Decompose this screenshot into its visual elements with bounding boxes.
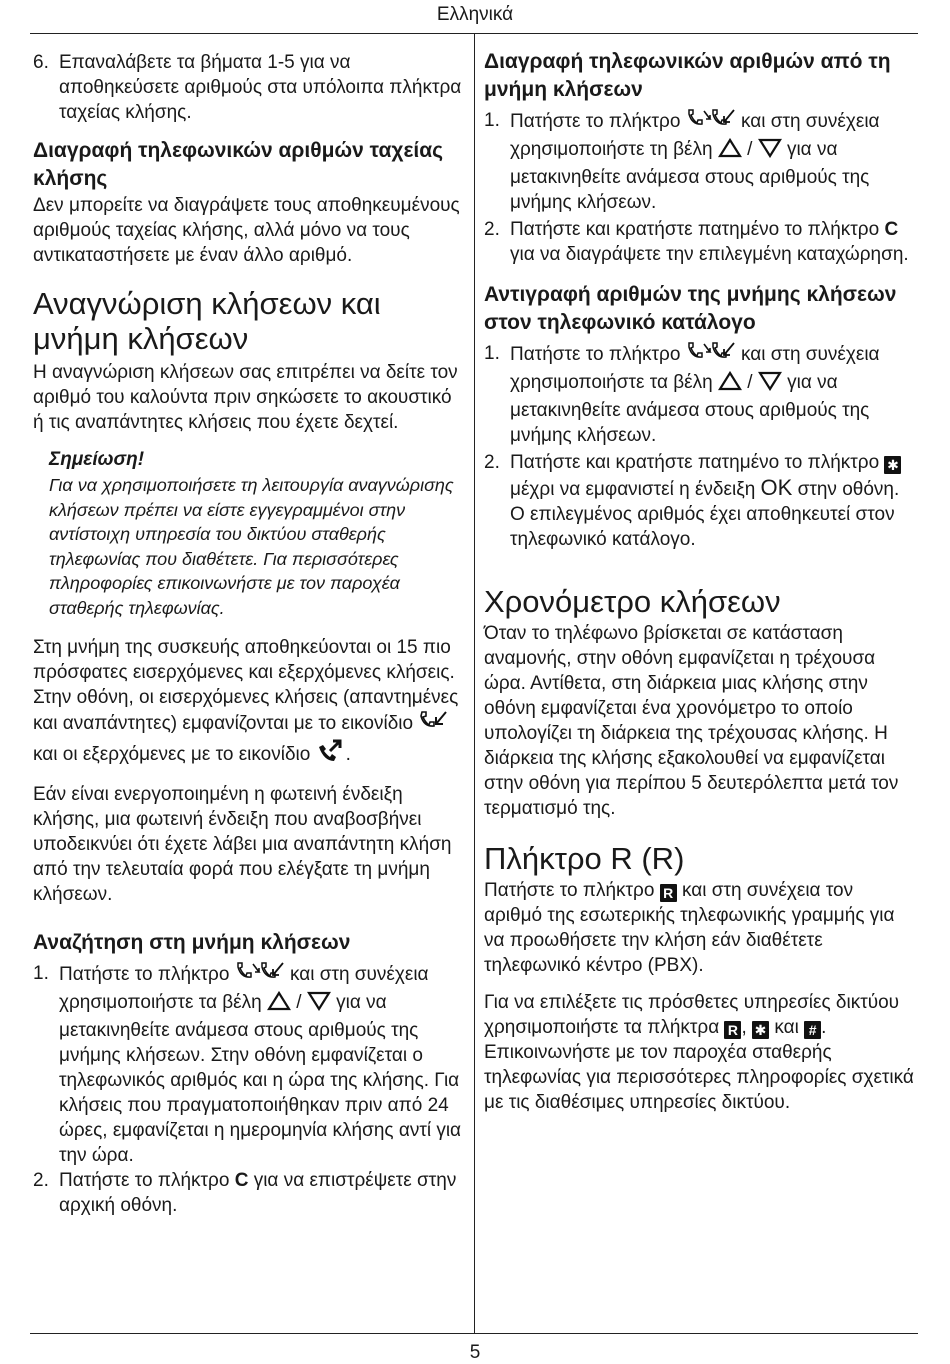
step-text-b: και στη συνέχεια χρησιμοποιήστε τα βέλη (59, 963, 429, 1013)
r-key-icon: R (724, 1021, 741, 1039)
paragraph-missed-call-light: Εάν είναι ενεργοποιημένη η φωτεινή ένδειξη κλήσης, μια φωτεινή ένδειξη που αναβοσβήνει υποδεικνύει ότι έχετε λάβει μια αναπάντητη κλήση από την τελευταία φορά που ελέγξατε τη μνήμη κλήσεων. (33, 783, 452, 905)
star-key-icon: ✱ (884, 456, 901, 474)
arrow-up-icon (718, 138, 742, 165)
call-memory-key-icon (235, 961, 285, 990)
incoming-call-icon (418, 710, 448, 739)
r-text-a: Πατήστε το πλήκτρο (484, 880, 655, 901)
step-text-b: για να επιστρέψετε στην αρχική οθόνη. (59, 1169, 457, 1216)
delete-step-1 (484, 108, 916, 215)
right-column (484, 46, 916, 1115)
step-6 (33, 50, 467, 125)
step-number: 2. (484, 219, 500, 240)
search-step-1 (33, 961, 467, 1168)
services-text-a: Για να επιλέξετε τις πρόσθετες υπηρεσίες δικτύου χρησιμοποιήστε τα πλήκτρα (484, 992, 900, 1038)
footer-rule (30, 1333, 918, 1334)
star-key-icon: ✱ (752, 1021, 769, 1039)
section-title-delete-speed-dial: Διαγραφή τηλεφωνικών αριθμών ταχείας κλήσης (33, 139, 444, 190)
section-title-delete-memory: Διαγραφή τηλεφωνικών αριθμών από τη μνήμη κλήσεων (484, 50, 891, 101)
arrow-down-icon (758, 138, 782, 165)
step-text: Πατήστε το πλήκτρο και στη συνέχεια χρησιμοποιήστε τη βέλη / για να μετακινηθείτε ανάμεσα στους αριθμούς της μνήμης κλήσεων. (510, 108, 916, 215)
call-memory-key-icon (686, 108, 736, 137)
step-text-a: Πατήστε το πλήκτρο (59, 963, 230, 985)
step-text-c: για να μετακινηθείτε ανάμεσα στους αριθμούς της μνήμης κλήσεων. Στην οθόνη εμφανίζεται ο τηλεφωνικός αριθμός και η ώρα της κλήσης. Για κλήσεις που πραγματοποιήθηκαν πριν από 24 ώρες, εμφανίζεται η ημερομηνία κλήσης αντί για την ώρα. (59, 991, 462, 1166)
call-memory-text-a: Στη μνήμη της συσκευής αποθηκεύονται οι 15 πιο πρόσφατες εισερχόμενες και εξερχόμενες κλήσεις. Στην οθόνη, οι εισερχόμενες κλήσεις (απαντημένες και αναπάντητες) εμφανίζονται με το εικονίδιο (33, 636, 459, 734)
r-key-icon: R (660, 884, 677, 902)
arrow-up-icon (718, 371, 742, 398)
arrow-down-icon (307, 991, 331, 1018)
r-text-b: και στη συνέχεια τον αριθμό της εσωτερικής τηλεφωνικής γραμμής για να προωθήσετε την κλήση εάν διαθέτετε τηλεφωνικό κέντρο (PBX). (484, 880, 895, 976)
section-title-r-key: Πλήκτρο R (R) (484, 841, 685, 876)
step-text-b: μέχρι να εμφανιστεί η ένδειξη (510, 479, 756, 500)
left-column (33, 46, 467, 1218)
arrow-down-icon (758, 371, 782, 398)
step-text-a: Πατήστε το πλήκτρο (510, 111, 681, 132)
page-number: 5 (469, 1342, 481, 1363)
step-text-c: στην οθόνη. Ο επιλεγμένος αριθμός έχει αποθηκευτεί στον τηλεφωνικό κατάλογο. (510, 479, 900, 550)
step-text-a: Πατήστε το πλήκτρο (59, 1169, 230, 1191)
paragraph-call-timer: Όταν το τηλέφωνο βρίσκεται σε κατάσταση αναμονής, στην οθόνη εμφανίζεται η τρέχουσα ώρα. Αντίθετα, στη διάρκεια μιας κλήσης στην οθόνη εμφανίζεται ένα χρονόμετρο το οποίο υπολογίζει τη διάρκεια της τρέχουσας κλήσης. Η διάρκεια της κλήσης εξακολουθεί να εμφανίζεται στην οθόνη για περίπου 5 δευτερόλεπτα μετά τον τερματισμό της. (484, 623, 899, 819)
section-title-caller-id: Αναγνώριση κλήσεων και μνήμη κλήσεων (33, 286, 381, 356)
step-text (510, 450, 916, 552)
c-key-label: C (884, 219, 899, 240)
step-text-a: Πατήστε και κρατήστε πατημένο το πλήκτρο (510, 219, 880, 240)
call-memory-text-b: και οι εξερχόμενες με το εικονίδιο (33, 743, 311, 765)
section-title-copy-to-phonebook: Αντιγραφή αριθμών της μνήμης κλήσεων στον τηλεφωνικό κατάλογο (484, 283, 897, 334)
step-number: 2. (484, 452, 500, 473)
column-divider (474, 33, 475, 1333)
step-text-b: για να διαγράψετε την επιλεγμένη καταχώρηση. (510, 244, 909, 265)
call-memory-text-c: . (345, 743, 351, 765)
step-number: 1. (33, 962, 49, 984)
step-number: 6. (33, 52, 49, 73)
note-title: Σημείωση! (49, 449, 145, 470)
section-title-search-memory: Αναζήτηση στη μνήμη κλήσεων (33, 930, 351, 954)
step-text: Πατήστε το πλήκτρο και στη συνέχεια χρησιμοποιήστε τα βέλη / για να μετακινηθείτε ανάμεσα στους αριθμούς της μνήμης κλήσεων. Στην οθόνη εμφανίζεται ο τηλεφωνικός αριθμός και η ώρα της κλήσης. Για κλήσεις που πραγματοποιήθηκαν πριν από 24 ώρες, εμφανίζεται η ημερομηνία κλήσης αντί για την ώρα. (59, 961, 467, 1168)
step-text-b: και στη συνέχεια χρησιμοποιήστε τα βέλη (510, 344, 880, 393)
page-header: Ελληνικά (436, 4, 514, 25)
step-text-c: για να μετακινηθείτε ανάμεσα στους αριθμούς της μνήμης κλήσεων. (510, 372, 870, 446)
paragraph-caller-id-intro: Η αναγνώριση κλήσεων σας επιτρέπει να δείτε τον αριθμό του καλούντα πριν σηκώσετε το ακουστικό ή τις αναπάντητες κλήσεις που έχετε δεχτεί. (33, 362, 458, 433)
copy-step-2 (484, 450, 916, 552)
note-text: Για να χρησιμοποιήσετε τη λειτουργία αναγνώρισης κλήσεων πρέπει να είστε εγγεγραμμένοι στην αντίστοιχη υπηρεσία του δικτύου σταθερής τηλεφωνίας που διαθέτετε. Για περισσότερες πληροφορίες επικοινωνήστε με τον παροχέα σταθερής τηλεφωνίας. (49, 475, 454, 618)
copy-step-1 (484, 341, 916, 448)
step-text-b: και στη συνέχεια χρησιμοποιήστε τη βέλη (510, 111, 880, 160)
services-and: και (774, 1017, 799, 1038)
search-step-2 (33, 1168, 467, 1218)
note-box (33, 447, 467, 621)
arrow-up-icon (267, 991, 291, 1018)
step-number: 1. (484, 110, 500, 131)
hash-key-icon: # (804, 1021, 821, 1039)
call-memory-key-icon (686, 341, 736, 370)
step-text-a: Πατήστε και κρατήστε πατημένο το πλήκτρο (510, 452, 880, 473)
services-separator: , (741, 1017, 747, 1038)
step-text (510, 217, 916, 267)
step-text-a: Πατήστε το πλήκτρο (510, 344, 681, 365)
outgoing-call-icon (316, 739, 346, 770)
paragraph-r-key-1 (484, 878, 916, 978)
step-number: 2. (33, 1169, 49, 1191)
step-text (59, 1168, 467, 1218)
delete-step-2 (484, 217, 916, 267)
services-text-b: . Επικοινωνήστε με τον παροχέα σταθερής τηλεφωνίας για περισσότερες πληροφορίες σχετικά με τις διαθέσιμες υπηρεσίες δικτύου. (484, 1017, 914, 1113)
step-text: Πατήστε το πλήκτρο και στη συνέχεια χρησιμοποιήστε τα βέλη / για να μετακινηθείτε ανάμεσα στους αριθμούς της μνήμης κλήσεων. (510, 341, 916, 448)
paragraph-call-memory (33, 635, 467, 770)
c-key-label: C (234, 1169, 249, 1191)
paragraph-r-key-2 (484, 990, 916, 1115)
section-title-call-timer: Χρονόμετρο κλήσεων (484, 584, 781, 619)
step-text: Επαναλάβετε τα βήματα 1-5 για να αποθηκεύσετε αριθμούς στα υπόλοιπα πλήκτρα ταχείας κλήσης. (59, 52, 462, 123)
step-text-c: για να μετακινηθείτε ανάμεσα στους αριθμούς της μνήμης κλήσεων. (510, 139, 870, 213)
step-number: 1. (484, 343, 500, 364)
ok-display-text: OK (760, 475, 793, 500)
paragraph-delete-speed-dial: Δεν μπορείτε να διαγράψετε τους αποθηκευμένους αριθμούς ταχείας κλήσης, αλλά μόνο να τους αντικαταστήσετε με έναν άλλο αριθμό. (33, 195, 460, 266)
